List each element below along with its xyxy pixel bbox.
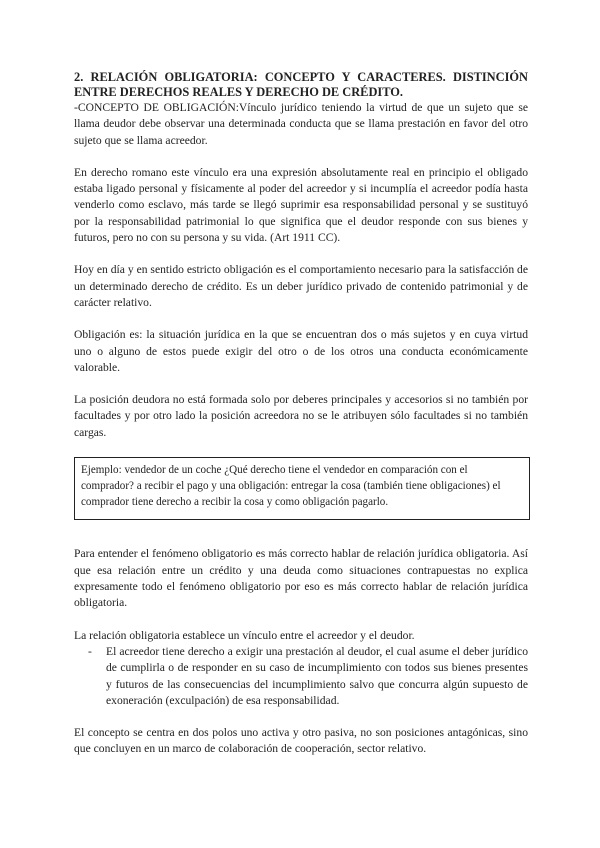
section-heading: 2. RELACIÓN OBLIGATORIA: CONCEPTO Y CARACTERES. DISTINCIÓN ENTRE DERECHOS REALES Y DERECHO DE CRÉDITO.: [74, 70, 528, 99]
paragraph-fenomeno-obligatorio: Para entender el fenómeno obligatorio es más correcto hablar de relación jurídica obligatoria. Así que esa relación entre un crédito y una deuda como situaciones contrapuestas no explica expresamente todo el fenómeno obligatorio por eso es más correcto hablar de relación jurídica obligatoria.: [74, 547, 528, 610]
paragraph-derecho-romano: En derecho romano este vínculo era una expresión absolutamente real en principio el obligado estaba ligado personal y físicamente al poder del acreedor y si incumplía el acreedor podía hasta venderlo como esclavo, más tarde se llegó suprimir esa responsabilidad personal y se sustituyó por la responsabilidad patrimonial lo que significa que el deudor responde con sus bienes y futuros, pero no con su persona y su vida. (Art 1911 CC).: [74, 165, 528, 245]
example-text: Ejemplo: vendedor de un coche ¿Qué derecho tiene el vendedor en comparación con el comprador? a recibir el pago y una obligación: entregar la cosa (también tiene obligaciones) el comprador tiene derecho a recibir la cosa y como obligación pagarlo.: [81, 464, 501, 508]
list-item-text: El acreedor tiene derecho a exigir una prestación al deudor, el cual asume el deber jurídico de cumplirla o de responder en su caso de incumplimiento con todos sus bienes presentes y futuros de las consecuencias del incumplimiento salvo que concurra algún supuesto de exoneración (exculpación) de esa responsabilidad.: [106, 644, 528, 707]
paragraph-concepto-polos: El concepto se centra en dos polos uno activa y otro pasiva, no son posiciones antagónicas, sino que concluyen en un marco de colaboración de cooperación, sector relativo.: [74, 726, 528, 756]
document-page: [74, 70, 528, 758]
paragraph-posicion-deudora: La posición deudora no está formada solo por deberes principales y accesorios si no también por facultades y por otro lado la posición acreedora no se le atribuyen sólo facultades si no también cargas.: [74, 393, 528, 439]
paragraph-relacion-obligatoria: La relación obligatoria establece un vínculo entre el acreedor y el deudor.: [74, 628, 415, 642]
paragraph-obligacion-es: Obligación es: la situación jurídica en la que se encuentran dos o más sujetos y en cuya virtud uno o alguno de estos puede exigir del otro o de los otros una conducta económicamente valorable.: [74, 328, 528, 374]
paragraph-concepto: -CONCEPTO DE OBLIGACIÓN:Vínculo jurídico teniendo la virtud de que un sujeto que se llama deudor debe observar una determinada conducta que se llama prestación en favor del otro sujeto que se llama acreedor.: [74, 101, 528, 147]
bullet-list: [74, 644, 528, 709]
paragraph-hoy-en-dia: Hoy en día y en sentido estricto obligación es el comportamiento necesario para la satisfacción de un determinado derecho de crédito. Es un deber jurídico privado de contenido patrimonial y de carácter relativo.: [74, 263, 528, 309]
list-dash-marker: -: [88, 644, 92, 658]
list-item: [74, 644, 528, 709]
example-box: [74, 457, 530, 520]
